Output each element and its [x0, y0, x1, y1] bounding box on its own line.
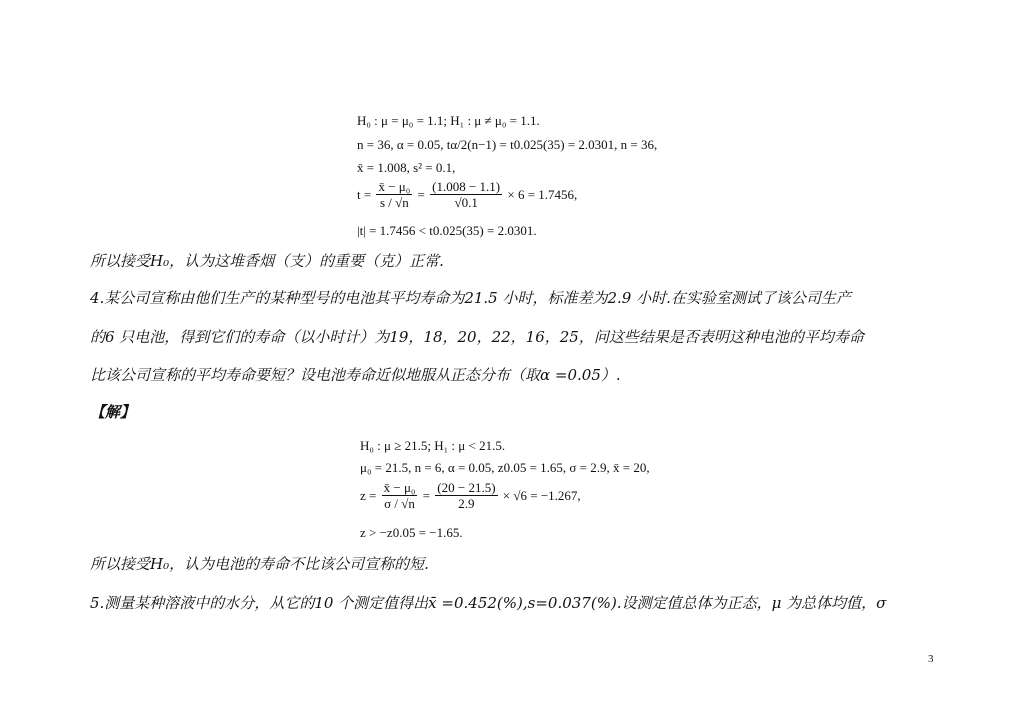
fraction-z-2: [435, 481, 497, 510]
problem-5-line-1: 5.测量某种溶液中的水分，从它的10 个测定值得出x̄ =0.452(%),s=0.037(%).设测定值总体为正态，μ 为总体均值，σ: [90, 594, 887, 612]
problem-4-line-2: 的6 只电池，得到它们的寿命（以小时计）为19，18，20，22，16，25，问这些结果是否表明这种电池的平均寿命: [90, 328, 864, 346]
formula-z-compare: z > −z0.05 = −1.65.: [360, 525, 463, 540]
z-prefix: z =: [360, 488, 377, 503]
z-suffix: × √6 = −1.267,: [502, 488, 581, 503]
fraction-z-1-denominator: σ / √n: [384, 496, 415, 511]
conclusion-3: 所以接受H₀，认为这堆香烟（支）的重要（克）正常.: [90, 252, 444, 270]
fraction-t-2: [430, 180, 502, 209]
fraction-z-1: [382, 481, 418, 510]
solution-label: 【解】: [90, 403, 136, 421]
t-equals: =: [417, 187, 425, 202]
fraction-z-2-denominator: 2.9: [458, 496, 475, 511]
fraction-t-1: [376, 180, 412, 209]
fraction-t-2-numerator: (1.008 − 1.1): [432, 179, 501, 194]
formula-z-statistic: [360, 481, 581, 510]
formula-parameters-3: n = 36, α = 0.05, tα/2(n−1) = t0.025(35) = 2.0301, n = 36,: [357, 137, 658, 152]
page-number: 3: [928, 653, 934, 665]
formula-hypotheses-4: H₀ : μ ≥ 21.5; H₁ : μ < 21.5.: [360, 438, 506, 453]
t-suffix: × 6 = 1.7456,: [507, 187, 578, 202]
fraction-t-1-numerator: x̄ − μ₀: [378, 179, 411, 194]
fraction-t-2-denominator: √0.1: [454, 195, 478, 210]
formula-hypotheses-3: H₀ : μ = μ₀ = 1.1; H₁ : μ ≠ μ₀ = 1.1.: [357, 113, 540, 128]
problem-4-line-3: 比该公司宣称的平均寿命要短？设电池寿命近似地服从正态分布（取α =0.05）.: [90, 366, 621, 384]
formula-t-compare: |t| = 1.7456 < t0.025(35) = 2.0301.: [357, 223, 537, 238]
formula-t-statistic: [357, 180, 577, 209]
fraction-z-1-numerator: x̄ − μ₀: [383, 480, 416, 495]
fraction-t-1-denominator: s / √n: [379, 195, 409, 210]
conclusion-4: 所以接受H₀，认为电池的寿命不比该公司宣称的短.: [90, 555, 429, 573]
formula-parameters-4: μ₀ = 21.5, n = 6, α = 0.05, z0.05 = 1.65, σ = 2.9, x̄ = 20,: [360, 460, 650, 475]
z-equals: =: [422, 488, 431, 503]
t-prefix: t =: [357, 187, 372, 202]
formula-sample-stats-3: x̄ = 1.008, s² = 0.1,: [357, 160, 456, 175]
fraction-z-2-numerator: (20 − 21.5): [437, 480, 496, 495]
problem-4-line-1: 4.某公司宣称由他们生产的某种型号的电池其平均寿命为21.5 小时，标准差为2.9 小时.在实验室测试了该公司生产: [90, 289, 851, 307]
